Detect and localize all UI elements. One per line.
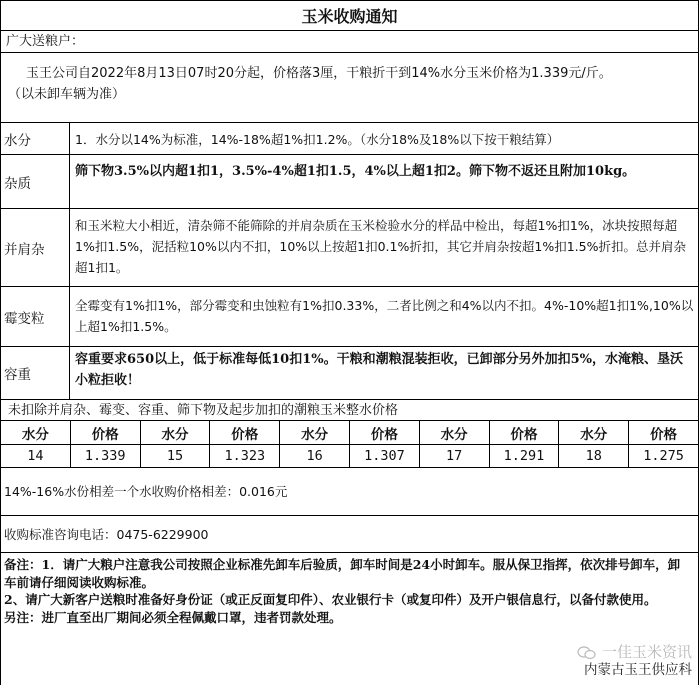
price-value-cell: 14 [1, 445, 71, 467]
price-notice-note: （以未卸车辆为准） [8, 87, 126, 102]
standard-label-weight: 容重 [1, 347, 70, 399]
watermark [577, 644, 692, 679]
price-value-cell: 1.307 [350, 445, 420, 467]
price-header-cell: 水分 [280, 421, 350, 444]
standard-row-water [0, 123, 699, 155]
remark-3: 另注：进厂直至出厂期间必须全程佩戴口罩，违者罚款处理。 [4, 609, 342, 625]
price-header-cell: 水分 [1, 421, 71, 444]
standard-row-impurity [0, 155, 699, 209]
price-value-cell: 18 [559, 445, 629, 467]
price-difference: 14%-16%水份相差一个水收购价格相差：0.016元 [0, 468, 699, 516]
remarks [0, 553, 699, 685]
greeting: 广大送粮户： [0, 31, 699, 53]
price-table-title: 未扣除并肩杂、霉变、容重、筛下物及起步加扣的潮粮玉米整水价格 [0, 400, 699, 421]
standard-row-mold [0, 287, 699, 347]
standard-text-water: 1．水分以14%为标准，14%-18%超1%扣1.2%。（水分18%及18%以下按干粮结算） [75, 131, 560, 147]
page-title: 玉米收购通知 [0, 0, 699, 31]
price-value-cell: 1.323 [210, 445, 280, 467]
price-value-cell: 16 [280, 445, 350, 467]
price-header-cell: 水分 [559, 421, 629, 444]
price-value-cell: 1.339 [71, 445, 141, 467]
price-value-cell: 1.275 [643, 448, 684, 464]
standard-label-mold: 霉变粒 [1, 287, 70, 346]
standard-text-shoulder: 和玉米粒大小相近，清杂筛不能筛除的并肩杂质在玉米检验水分的样品中检出，每超1%扣1%，冰块按照每超1%扣1.5%，泥括粒10%以内不扣，10%以上按超1扣0.1%折扣，其它并肩杂按超1%扣1.5%折扣。总并肩杂超1扣1。 [75, 218, 686, 275]
price-notice-text: 玉王公司自2022年8月13日07时20分起，价格落3厘，干粮折干到14%水分玉米价格为1.339元/斤。 [26, 66, 612, 81]
price-header-cell: 价格 [210, 421, 280, 444]
price-value-cell: 15 [141, 445, 211, 467]
standard-text-weight: 容重要求650以上，低于标准每低10扣1%。干粮和潮粮混装拒收，已卸部分另外加扣5%，水淹粮、垦沃小粒拒收！ [75, 352, 684, 388]
watermark-account: 一佳玉米资讯 [601, 643, 692, 661]
remark-1: 备注：1．请广大粮户注意我公司按照企业标准先卸车后验质，卸车时间是24小时卸车。服从保卫指挥，依次排号卸车，卸车前请仔细阅读收购标准。 [4, 557, 681, 590]
watermark-company: 内蒙古玉王供应科 [584, 661, 692, 678]
price-header-cell: 价格 [350, 421, 420, 444]
standard-label-impurity: 杂质 [1, 155, 70, 208]
price-value-cell: 1.291 [490, 445, 560, 467]
price-notice [0, 53, 699, 123]
contact-phone: 收购标准咨询电话：0475-6229900 [0, 516, 699, 553]
price-table-header [0, 421, 699, 445]
price-header-cell: 水分 [420, 421, 490, 444]
standard-text-impurity: 筛下物3.5%以内超1扣1，3.5%-4%超1扣1.5，4%以上超1扣2。筛下物不返还且附加10kg。 [75, 164, 636, 179]
standard-row-weight [0, 347, 699, 400]
remark-2: 2、请广大新客户送粮时准备好身份证（或正反面复印件）、农业银行卡（或复印件）及开户银信息行，以备付款使用。 [4, 592, 657, 607]
price-header-cell: 价格 [490, 421, 560, 444]
standard-label-water: 水分 [1, 123, 70, 154]
standard-text-mold: 全霉变有1%扣1%，部分霉变和虫蚀粒有1%扣0.33%，二者比例之和4%以内不扣。4%-10%超1扣1%,10%以上超1%扣1.5%。 [75, 298, 694, 334]
price-table-values [0, 445, 699, 468]
standard-label-shoulder: 并肩杂 [1, 209, 70, 286]
price-value-cell: 17 [420, 445, 490, 467]
price-header-cell: 价格 [71, 421, 141, 444]
price-header-cell: 水分 [141, 421, 211, 444]
standard-row-shoulder [0, 209, 699, 287]
price-header-cell: 价格 [650, 426, 678, 443]
wechat-icon [577, 646, 597, 660]
